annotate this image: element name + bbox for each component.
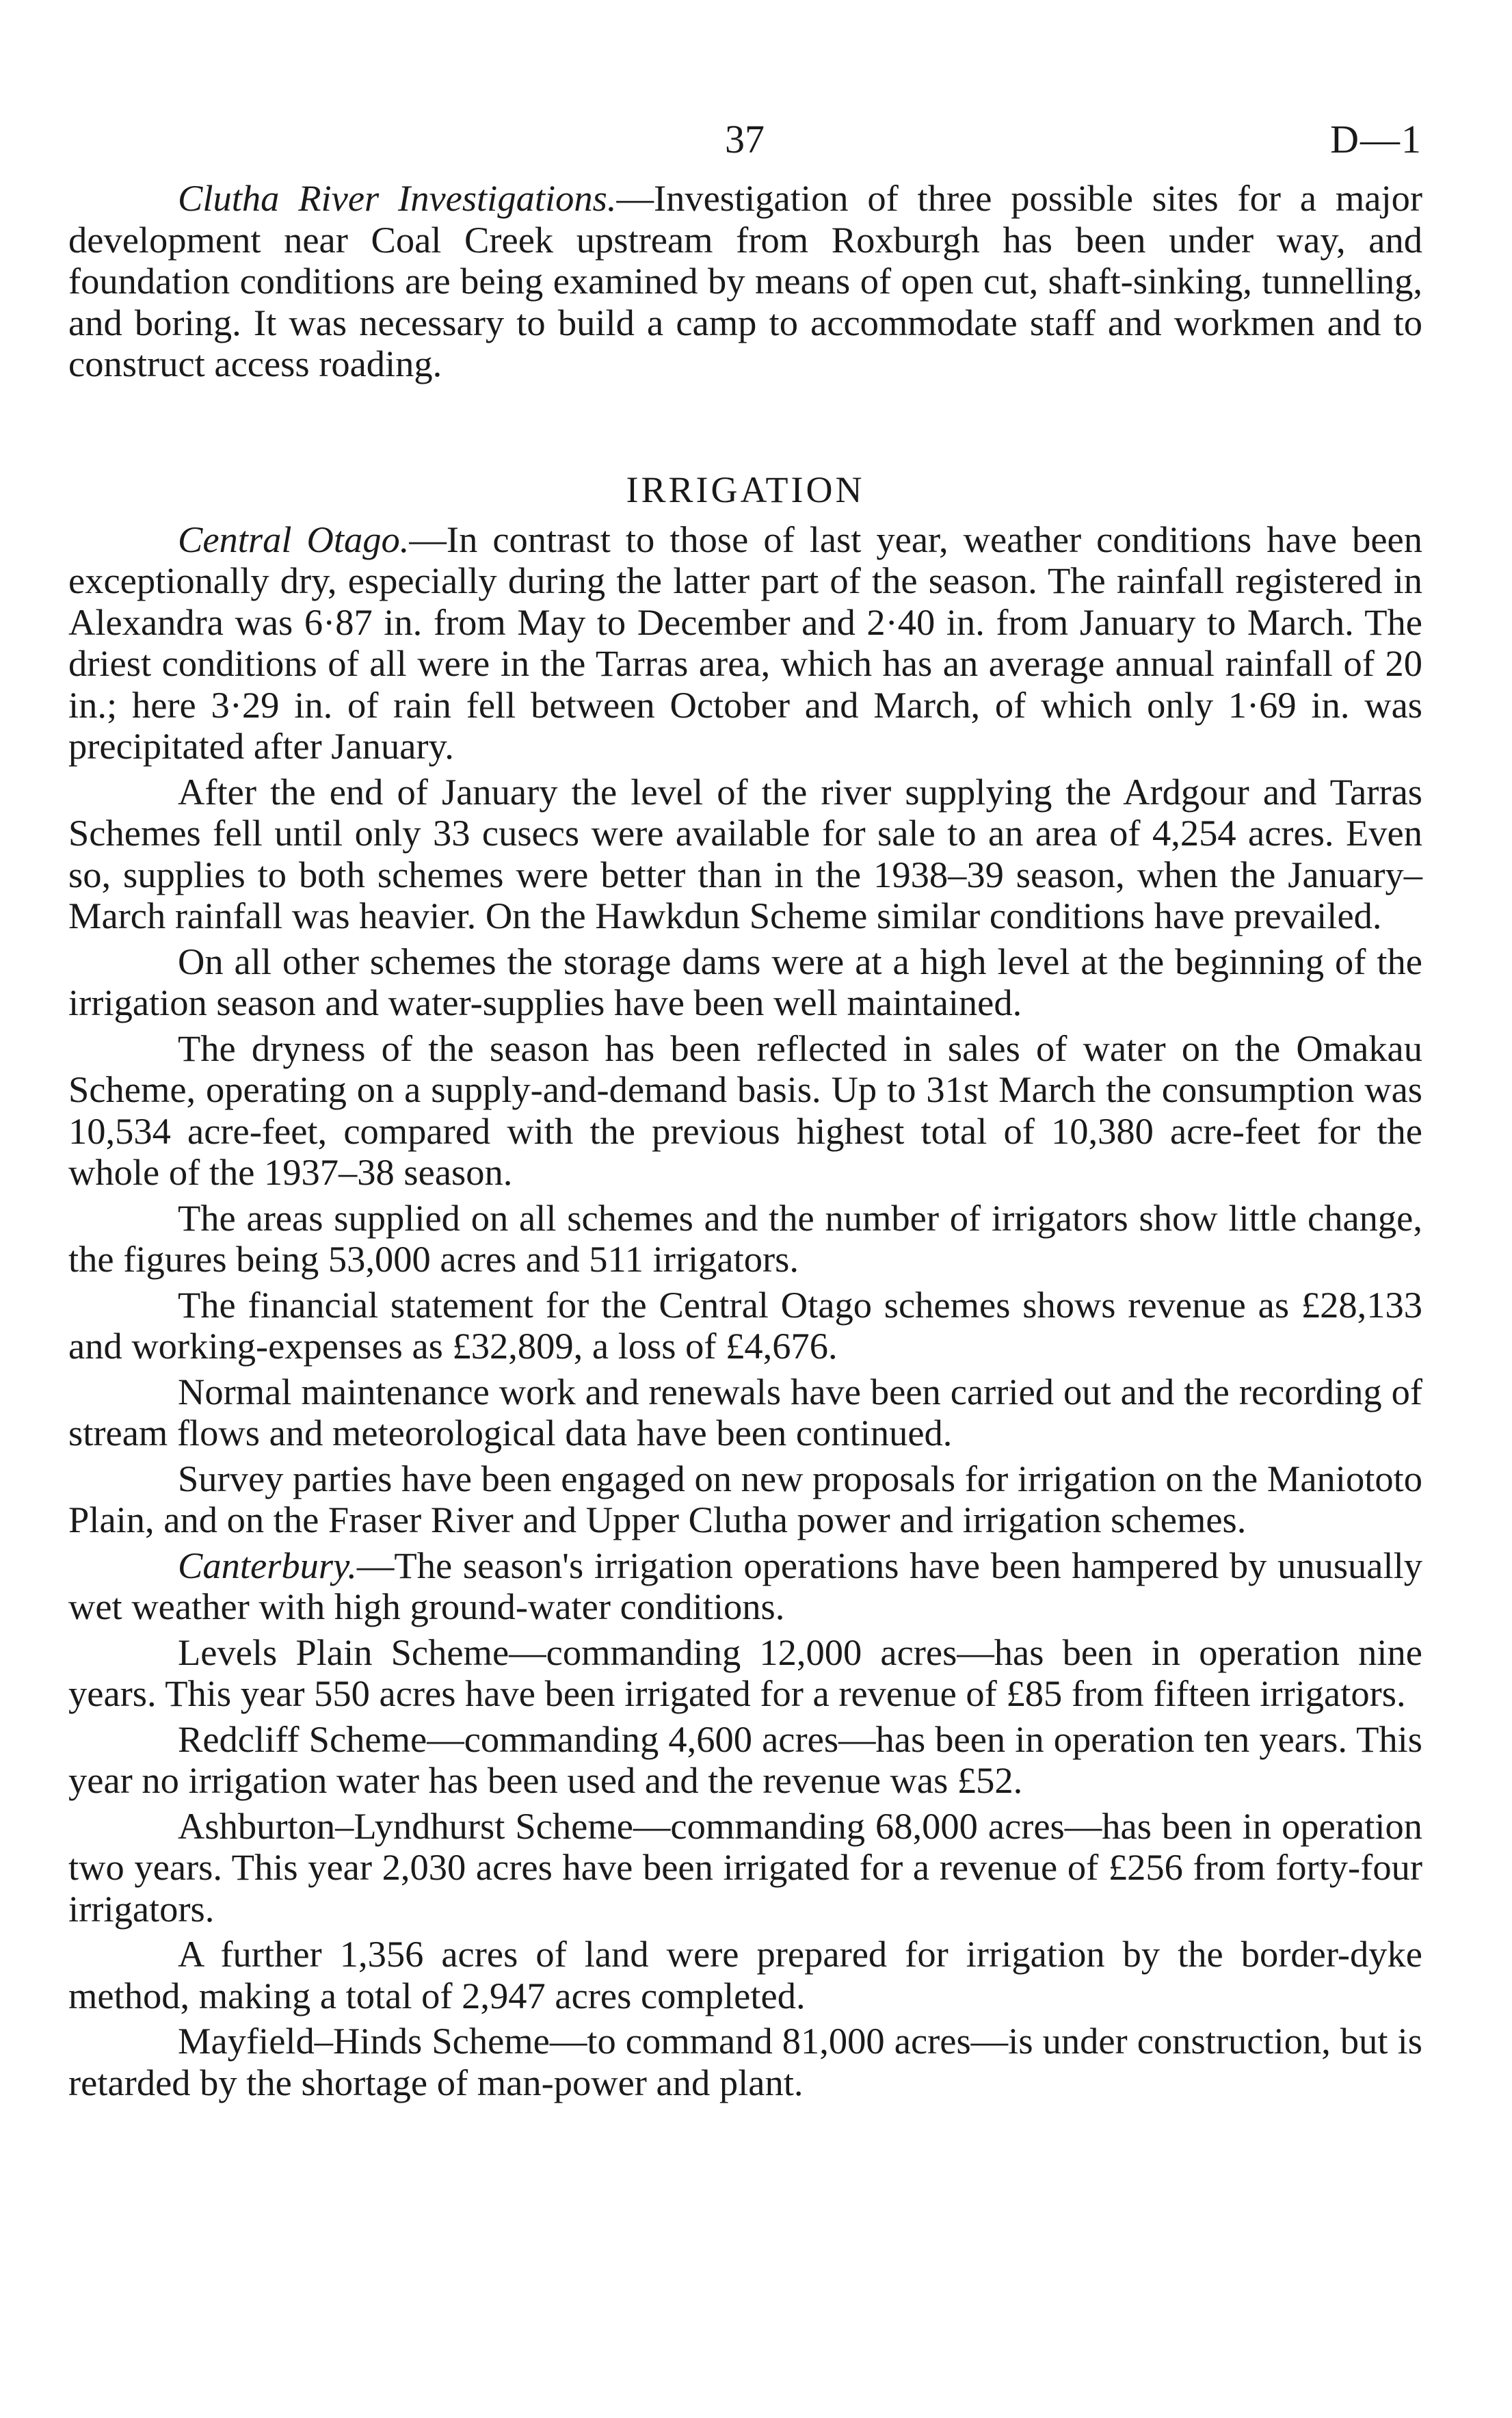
- paragraph: [68, 1198, 1422, 1280]
- paragraph: [68, 941, 1422, 1024]
- paragraph-text: A further 1,356 acres of land were prepared for irrigation by the border-dyke method, making a total of 2,947 acres completed.: [68, 1933, 1422, 2016]
- paragraph-text: On all other schemes the storage dams were at a high level at the beginning of the irrigation season and water-supplies have been well maintained.: [68, 940, 1422, 1023]
- paragraph-text: Mayfield–Hinds Scheme—to command 81,000 acres—is under construction, but is retarded by the shortage of man-power and plant.: [68, 2020, 1422, 2103]
- paragraph-text: After the end of January the level of the river supplying the Ardgour and Tarras Schemes fell until only 33 cusecs were available for sale to an area of 4,254 acres. Even so, supplies to both schemes were better than in the 1938–39 season, when the January–March rainfall was heavier. On the Hawkdun Scheme similar conditions have prevailed.: [68, 770, 1422, 936]
- paragraph: [68, 772, 1422, 937]
- series-code: D—1: [1330, 117, 1422, 161]
- paragraph-text: Ashburton–Lyndhurst Scheme—commanding 68,000 acres—has been in operation two years. This year 2,030 acres have been irrigated for a revenue of £256 from forty-four irrigators.: [68, 1804, 1422, 1930]
- paragraph-text: Normal maintenance work and renewals have been carried out and the recording of stream flows and meteorological data have been continued.: [68, 1370, 1422, 1454]
- paragraph: [68, 1934, 1422, 2016]
- paragraph: [68, 1285, 1422, 1367]
- paragraph: [68, 1632, 1422, 1715]
- document-page: [68, 116, 1422, 2103]
- paragraph-text: The financial statement for the Central Otago schemes shows revenue as £28,133 and working-expenses as £32,809, a loss of £4,676.: [68, 1283, 1422, 1367]
- paragraph-lead: Canterbury.: [178, 1544, 357, 1586]
- page-number: 37: [725, 117, 765, 161]
- paragraph-central-otago: [68, 519, 1422, 767]
- paragraph-lead: Central Otago.: [178, 518, 410, 560]
- paragraph: [68, 1719, 1422, 1802]
- paragraph: [68, 1806, 1422, 1930]
- paragraph-text: —In contrast to those of last year, weather conditions have been exceptionally dry, especially during the latter part of the season. The rainfall registered in Alexandra was 6·87 in. from May to December and 2·40 in. from January to March. The driest conditions of all were in the Tarras area, which has an average annual rainfall of 20 in.; here 3·29 in. of rain fell between October and March, of which only 1·69 in. was precipitated after January.: [68, 518, 1422, 767]
- section-heading: IRRIGATION: [626, 469, 865, 510]
- paragraph-text: The dryness of the season has been reflected in sales of water on the Omakau Scheme, operating on a supply-and-demand basis. Up to 31st March the consumption was 10,534 acre-feet, compared with the previous highest total of 10,380 acre-feet for the whole of the 1937–38 season.: [68, 1027, 1422, 1193]
- page-header: [68, 116, 1422, 178]
- paragraph: [68, 2021, 1422, 2103]
- paragraph: [68, 1371, 1422, 1454]
- paragraph: [68, 1028, 1422, 1194]
- paragraph-text: Redcliff Scheme—commanding 4,600 acres—has been in operation ten years. This year no irrigation water has been used and the revenue was £52.: [68, 1718, 1422, 1801]
- paragraph-canterbury: [68, 1545, 1422, 1628]
- paragraph-lead: Clutha River Investigations.: [178, 177, 617, 219]
- paragraph-text: Levels Plain Scheme—commanding 12,000 acres—has been in operation nine years. This year 550 acres have been irrigated for a revenue of £85 from fifteen irrigators.: [68, 1631, 1422, 1714]
- paragraph-clutha-river: [68, 178, 1422, 385]
- paragraph-text: The areas supplied on all schemes and the number of irrigators show little change, the figures being 53,000 acres and 511 irrigators.: [68, 1196, 1422, 1280]
- paragraph-text: —The season's irrigation operations have been hampered by unusually wet weather with high ground-water conditions.: [68, 1544, 1422, 1627]
- paragraph-text: Survey parties have been engaged on new proposals for irrigation on the Maniototo Plain, and on the Fraser River and Upper Clutha power and irrigation schemes.: [68, 1457, 1422, 1540]
- paragraph: [68, 1458, 1422, 1541]
- paragraph-text: —Investigation of three possible sites for a major development near Coal Creek upstream from Roxburgh has been under way, and foundation conditions are being examined by means of open cut, shaft-sinking, tunnelling, and boring. It was necessary to build a camp to accommodate staff and workmen and to construct access roading.: [68, 177, 1422, 384]
